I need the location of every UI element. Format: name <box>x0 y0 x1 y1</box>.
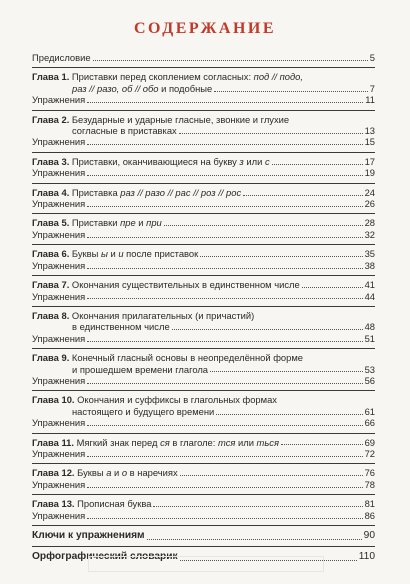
chapter-label: Глава 4. <box>32 186 70 198</box>
toc-entry-text: и <box>111 467 122 479</box>
italic-term: тся <box>217 436 236 448</box>
exercises-row[interactable] <box>32 448 375 459</box>
toc-chapter-11[interactable] <box>32 433 375 460</box>
toc-chapter-7[interactable] <box>32 275 375 302</box>
italic-term: раз // разо // рас // роз // рос <box>120 186 242 198</box>
page-number: 17 <box>364 155 375 167</box>
page-number: 48 <box>364 321 375 333</box>
toc-entry-text: Окончания существительных в единственном числе <box>71 279 300 291</box>
page-number: 51 <box>364 332 375 344</box>
toc-entry-text: Упражнения <box>32 94 86 106</box>
italic-term: ы <box>100 248 108 260</box>
page-number: 81 <box>364 498 375 510</box>
toc-entry-text: Буквы <box>71 248 101 260</box>
italic-term: ться <box>256 436 279 448</box>
toc-entry-text: Буквы <box>77 467 107 479</box>
leader-dots <box>87 487 362 488</box>
toc-entry-text: и прошедшем времени глагола <box>72 363 209 375</box>
toc-entry-text: Упражнения <box>32 417 86 429</box>
toc-chapter-1[interactable] <box>32 67 375 105</box>
toc-entry-text: Упражнения <box>32 136 86 148</box>
chapter-label: Глава 3. <box>32 155 70 167</box>
italic-term: с <box>264 155 270 167</box>
chapter-label: Глава 6. <box>32 248 70 260</box>
exercises-row[interactable] <box>32 375 375 386</box>
toc-entry-text: Упражнения <box>32 259 86 271</box>
toc-entry-text: Прописная буква <box>77 498 152 510</box>
leader-dots <box>87 383 362 384</box>
toc-entry-text: и <box>135 217 147 229</box>
toc-entry-text: Приставки перед скоплением согласных: <box>71 71 254 83</box>
italic-term: а <box>106 467 112 479</box>
exercises-row[interactable] <box>32 136 375 147</box>
italic-term: з <box>239 155 244 167</box>
page-number: 7 <box>369 82 375 94</box>
toc-entry-text: Упражнения <box>32 509 86 521</box>
page-number: 41 <box>364 279 375 291</box>
page-number: 66 <box>364 417 375 429</box>
page-number: 69 <box>364 436 375 448</box>
exercises-row[interactable] <box>32 229 375 240</box>
leader-dots <box>87 175 362 176</box>
chapter-label: Глава 1. <box>32 71 70 83</box>
leader-dots <box>87 206 362 207</box>
page-number: 35 <box>364 248 375 260</box>
table-of-contents <box>32 52 375 563</box>
toc-entry-text: Упражнения <box>32 198 86 210</box>
toc-entry-text: Предисловие <box>32 52 91 63</box>
toc-entry-text: Орфографический словарик <box>32 551 178 562</box>
toc-entry-text: и <box>107 248 119 260</box>
toc-entry-text: Упражнения <box>32 478 86 490</box>
toc-entry-text: и подобные <box>158 82 213 94</box>
italic-term: при <box>146 217 162 229</box>
toc-entry-text: настоящего и будущего времени <box>72 405 215 417</box>
leader-dots <box>179 133 363 134</box>
toc-entry-text: Упражнения <box>32 332 86 344</box>
toc-entry-text: после приставок <box>123 248 199 260</box>
leader-dots <box>216 414 362 415</box>
leader-dots <box>153 506 362 507</box>
toc-chapter-3[interactable] <box>32 152 375 179</box>
exercises-row[interactable] <box>32 167 375 178</box>
page-number: 110 <box>358 551 375 562</box>
chapter-label: Глава 7. <box>32 279 70 291</box>
exercises-row[interactable] <box>32 198 375 209</box>
chapter-label: Глава 11. <box>32 436 74 448</box>
toc-entry-text: Окончания и суффиксы в глагольных формах <box>77 394 277 406</box>
page-title: СОДЕРЖАНИЕ <box>133 20 277 37</box>
toc-entry-text: Упражнения <box>32 374 86 386</box>
toc-entry-text: в глаголе: <box>169 436 218 448</box>
toc-chapter-6[interactable] <box>32 244 375 271</box>
page-number: 61 <box>364 405 375 417</box>
exercises-row[interactable] <box>32 94 375 105</box>
leader-dots <box>243 195 362 196</box>
page-number: 44 <box>364 290 375 302</box>
exercises-row[interactable] <box>32 333 375 344</box>
leader-dots <box>93 60 368 61</box>
toc-answers[interactable] <box>32 525 375 542</box>
page-number: 56 <box>364 374 375 386</box>
page-number: 5 <box>369 52 375 63</box>
leader-dots <box>214 91 368 92</box>
chapter-label: Глава 12. <box>32 467 75 479</box>
toc-preface[interactable] <box>32 52 375 63</box>
toc-chapter-13[interactable] <box>32 494 375 521</box>
page-number: 24 <box>364 186 375 198</box>
leader-dots <box>87 341 362 342</box>
toc-chapter-9[interactable] <box>32 348 375 386</box>
page-number: 76 <box>364 467 375 479</box>
leader-dots <box>87 268 362 269</box>
toc-chapter-12[interactable] <box>32 463 375 490</box>
leader-dots <box>147 539 362 540</box>
page-number: 32 <box>364 228 375 240</box>
toc-chapter-5[interactable] <box>32 213 375 240</box>
chapter-label: Глава 13. <box>32 498 75 510</box>
page-number: 28 <box>364 217 375 229</box>
page-number: 72 <box>364 447 375 459</box>
toc-entry-text: или <box>243 155 265 167</box>
toc-entry-text: Безударные и ударные гласные, звонкие и глухие <box>71 113 290 125</box>
chapter-label: Глава 8. <box>32 309 70 321</box>
toc-chapter-2[interactable] <box>32 110 375 148</box>
toc-chapter-4[interactable] <box>32 183 375 210</box>
leader-dots <box>200 256 362 257</box>
toc-entry-text: согласные в приставках <box>72 125 177 137</box>
leader-dots <box>87 237 362 238</box>
chapter-label: Глава 5. <box>32 217 70 229</box>
toc-entry-text: Упражнения <box>32 167 86 179</box>
toc-entry-text: Ключи к упражнениям <box>32 530 145 541</box>
toc-entry-text: Приставки <box>71 217 121 229</box>
italic-term: ся <box>160 436 170 448</box>
italic-term: раз // разо, об // обо <box>72 82 159 94</box>
leader-dots <box>87 102 363 103</box>
chapter-label: Глава 9. <box>32 352 70 364</box>
page-number: 53 <box>364 363 375 375</box>
leader-dots <box>87 456 362 457</box>
exercises-row[interactable] <box>32 479 375 490</box>
leader-dots <box>87 518 362 519</box>
italic-term: и <box>118 248 124 260</box>
page-number: 11 <box>365 94 375 106</box>
leader-dots <box>164 225 363 226</box>
toc-entry-text: в наречиях <box>127 467 178 479</box>
exercises-row[interactable] <box>32 417 375 428</box>
page-number: 90 <box>363 530 375 541</box>
toc-chapter-10[interactable] <box>32 390 375 428</box>
toc-entry-text: Упражнения <box>32 290 86 302</box>
page-number: 26 <box>364 198 375 210</box>
italic-term: пре <box>120 217 136 229</box>
chapter-label: Глава 10. <box>32 394 75 406</box>
leader-dots <box>281 444 363 445</box>
page-number: 78 <box>364 478 375 490</box>
toc-entry-text: или <box>235 436 257 448</box>
leader-dots <box>87 425 362 426</box>
toc-entry-text: Окончания прилагательных (и причастий) <box>71 309 255 321</box>
toc-entry-text: Мягкий знак перед <box>76 436 161 448</box>
page-number: 86 <box>364 509 375 521</box>
leader-dots <box>210 371 363 372</box>
leader-dots <box>172 329 363 330</box>
toc-entry-text: Приставки, оканчивающиеся на букву <box>71 155 240 167</box>
chapter-label: Глава 2. <box>32 113 70 125</box>
page-number: 38 <box>364 259 375 271</box>
page-number: 13 <box>364 125 375 137</box>
italic-term: о <box>121 467 128 479</box>
leader-dots <box>87 144 362 145</box>
page-number: 19 <box>364 167 375 179</box>
italic-term: под // подо, <box>253 71 304 83</box>
leader-dots <box>180 475 363 476</box>
exercises-row[interactable] <box>32 510 375 521</box>
toc-entry-text: Упражнения <box>32 447 86 459</box>
leader-dots <box>302 287 363 288</box>
exercises-row[interactable] <box>32 291 375 302</box>
toc-entry-text: Приставка <box>71 186 121 198</box>
exercises-row[interactable] <box>32 260 375 271</box>
toc-entry-text: Конечный гласный основы в неопределённой форме <box>71 352 304 364</box>
leader-dots <box>272 164 363 165</box>
toc-entry-text: Упражнения <box>32 228 86 240</box>
toc-entry-text: в единственном числе <box>72 321 170 333</box>
leader-dots <box>87 298 362 299</box>
bleed-through-watermark <box>88 556 324 572</box>
toc-chapter-8[interactable] <box>32 306 375 344</box>
page-number: 15 <box>364 136 375 148</box>
